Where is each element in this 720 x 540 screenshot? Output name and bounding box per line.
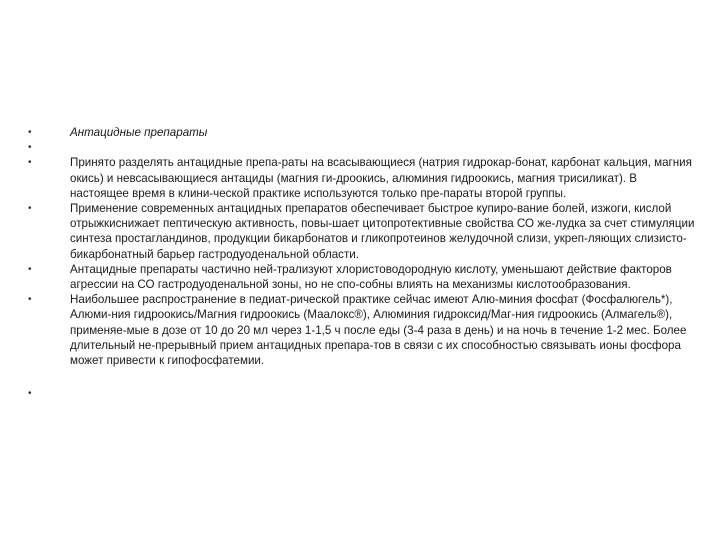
- bullet-item-title: [28, 125, 698, 140]
- bullet-list: [28, 125, 698, 401]
- bullet-text-application: Применение современных антацидных препаратов обеспечивает быстрое купиро-вание болей, изжоги, кислой отрыжкиснижает пептическую активность, повы-шает цитопротективные свойства СО же-лудка за счет стимуляции синтеза простагландинов, продукции бикарбонатов и гликопротеинов желудочной слизи, укреп-ляющих слизисто-бикарбонатный барьер гастродуоденальной области.: [70, 202, 695, 261]
- bullet-text-classification: Принято разделять антацидные препа-раты на всасывающиеся (натрия гидрокар-бонат, карбонат кальция, магния окись) и невсасывающиеся антациды (магния ги-дроокись, алюминия гидроокись, магния трисиликат). В настоящее время в клини-ческой практике используются только пре-параты второй группы.: [70, 156, 692, 200]
- bullet-spacer: [28, 368, 698, 386]
- bullet-text-pediatrics: Наибольшее распространение в педиат-рической практике сейчас имеют Алю-миния фосфат (Фосфалюгель*), Алюми-ния гидроокись/Магния гидроокись (Маалокс®), Алюминия гидроксид/Маг-ния гидроокись (Алмагель®), применяе-мые в дозе от 10 до 20 мл через 1-1,5 ч после еды (3-4 раза в день) и на ночь в течение 1-2 мес. Более длительный не-прерывный прием антацидных препара-тов в связи с их способностью связывать ионы фосфора может привести к гипофосфатемии.: [70, 293, 687, 368]
- bullet-dot: •: [28, 142, 32, 154]
- bullet-dot: •: [28, 127, 32, 138]
- bullet-item-application: [28, 201, 698, 262]
- bullet-item-empty: [28, 140, 698, 155]
- bullet-item-trailing-empty: [28, 386, 698, 401]
- bullet-item-classification: [28, 155, 698, 201]
- bullet-dot: •: [28, 203, 32, 215]
- bullet-text-title: Антацидные препараты: [70, 126, 208, 139]
- bullet-item-neutralization: [28, 262, 698, 292]
- bullet-dot: •: [28, 294, 32, 306]
- bullet-dot: •: [28, 388, 32, 400]
- bullet-item-pediatrics: [28, 292, 698, 368]
- bullet-dot: •: [28, 263, 32, 275]
- bullet-dot: •: [28, 157, 32, 169]
- bullet-text-neutralization: Антацидные препараты частично ней-трализуют хлористоводородную кислоту, уменьшают действие факторов агрессии на СО гастродуоденальной зоны, но не спо-собны влиять на механизмы кислотообразования.: [70, 262, 672, 292]
